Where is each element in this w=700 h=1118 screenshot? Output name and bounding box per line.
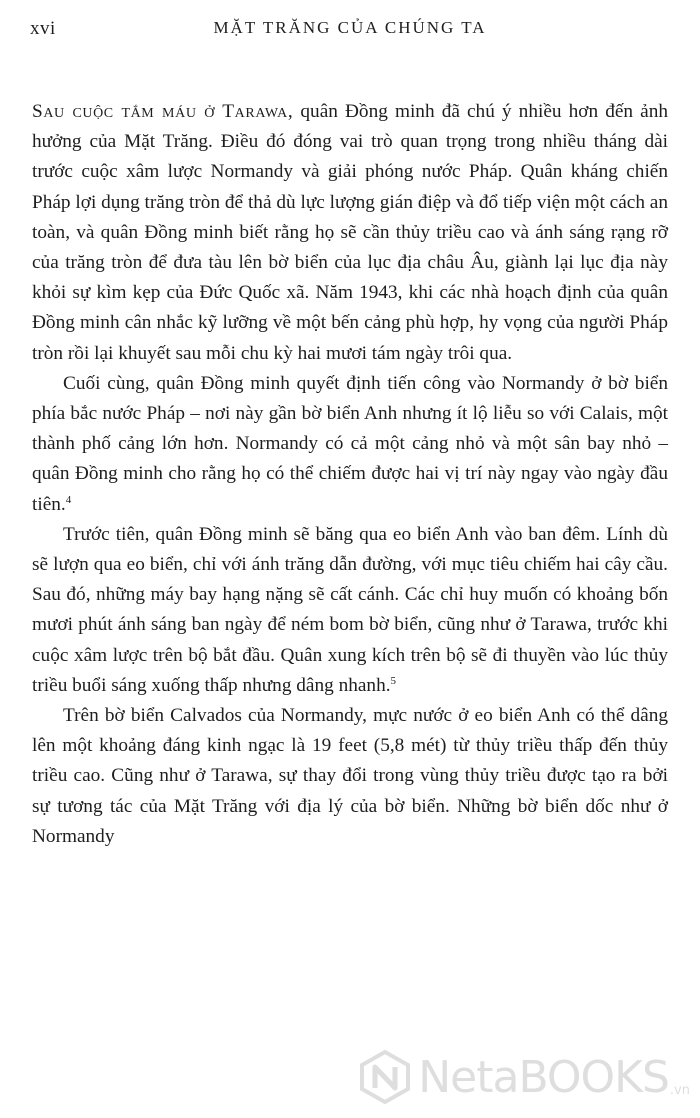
paragraph-3 [32,520,668,701]
body-text [32,97,668,852]
paragraph-1 [32,97,668,369]
paragraph-text: Trên bờ biển Calvados của Normandy, mực nước ở eo biển Anh có thể dâng lên một khoảng đáng kinh ngạc là 19 feet (5,8 mét) từ thủy triều thấp đến thủy triều cao. Cũng như ở Tarawa, sự thay đổi trong vùng thủy triều được tạo ra bởi sự tương tác của Mặt Trăng với địa lý của bờ biển. Những bờ biển dốc như ở Normandy [32,705,668,847]
paragraph-text: Cuối cùng, quân Đồng minh quyết định tiến công vào Normandy ở bờ biển phía bắc nước Pháp – nơi này gần bờ biển Anh nhưng ít lộ liễu so với Calais, một thành phố cảng lớn hơn. Normandy có cả một cảng nhỏ và một sân bay nhỏ – quân Đồng minh cho rằng họ có thể chiếm được hai vị trí này ngay vào ngày đầu tiên. [32,372,668,515]
watermark-brand: NetaBOOKS [418,1051,669,1103]
footnote-ref-5[interactable]: 5 [390,674,397,687]
paragraph-4 [32,701,668,852]
paragraph-text: Trước tiên, quân Đồng minh sẽ băng qua eo biển Anh vào ban đêm. Lính dù sẽ lượn qua eo biển, chỉ với ánh trăng dẫn đường, với mục tiêu chiếm hai cây cầu. Sau đó, những máy bay hạng nặng sẽ cất cánh. Các chỉ huy muốn có khoảng bốn mươi phút ánh sáng ban ngày để ném bom bờ biển, cũng như ở Tarawa, trước khi cuộc xâm lược trên bộ bắt đầu. Quân xung kích trên bộ sẽ đi thuyền vào lúc thủy triều buổi sáng xuống thấp nhưng dâng nhanh. [32,523,668,696]
paragraph-lead-in: Sau cuộc tắm máu ở Tarawa, [32,101,294,122]
paragraph-text: quân Đồng minh đã chú ý nhiều hơn đến ảnh hưởng của Mặt Trăng. Điều đó đóng vai trò quan trọng trong nhiều tháng dài trước cuộc xâm lược Normandy và giải phóng nước Pháp. Quân kháng chiến Pháp lợi dụng trăng tròn để thả dù lực lượng gián điệp và đổ tiếp viện một cách an toàn, và quân Đồng minh biết rằng họ sẽ cần thủy triều cao và ánh sáng rạng rỡ của trăng tròn để đưa tàu lên bờ biển của lục địa châu Âu, giành lại lục địa này khỏi sự kìm kẹp của Đức Quốc xã. Năm 1943, khi các nhà hoạch định của quân Đồng minh cân nhắc kỹ lưỡng về một bến cảng phù hợp, hy vọng của người Pháp tròn rồi lại khuyết sau mỗi chu kỳ hai mươi tám ngày trôi qua. [32,101,668,364]
netabooks-logo-icon [358,1050,412,1104]
paragraph-2 [32,369,668,520]
page-header [30,18,670,46]
watermark-suffix: .vn [669,1083,690,1098]
running-title: MẶT TRĂNG CỦA CHÚNG TA [213,18,487,37]
footnote-ref-4[interactable]: 4 [65,493,72,506]
page-number: xvi [30,18,56,39]
watermark [358,1042,690,1112]
